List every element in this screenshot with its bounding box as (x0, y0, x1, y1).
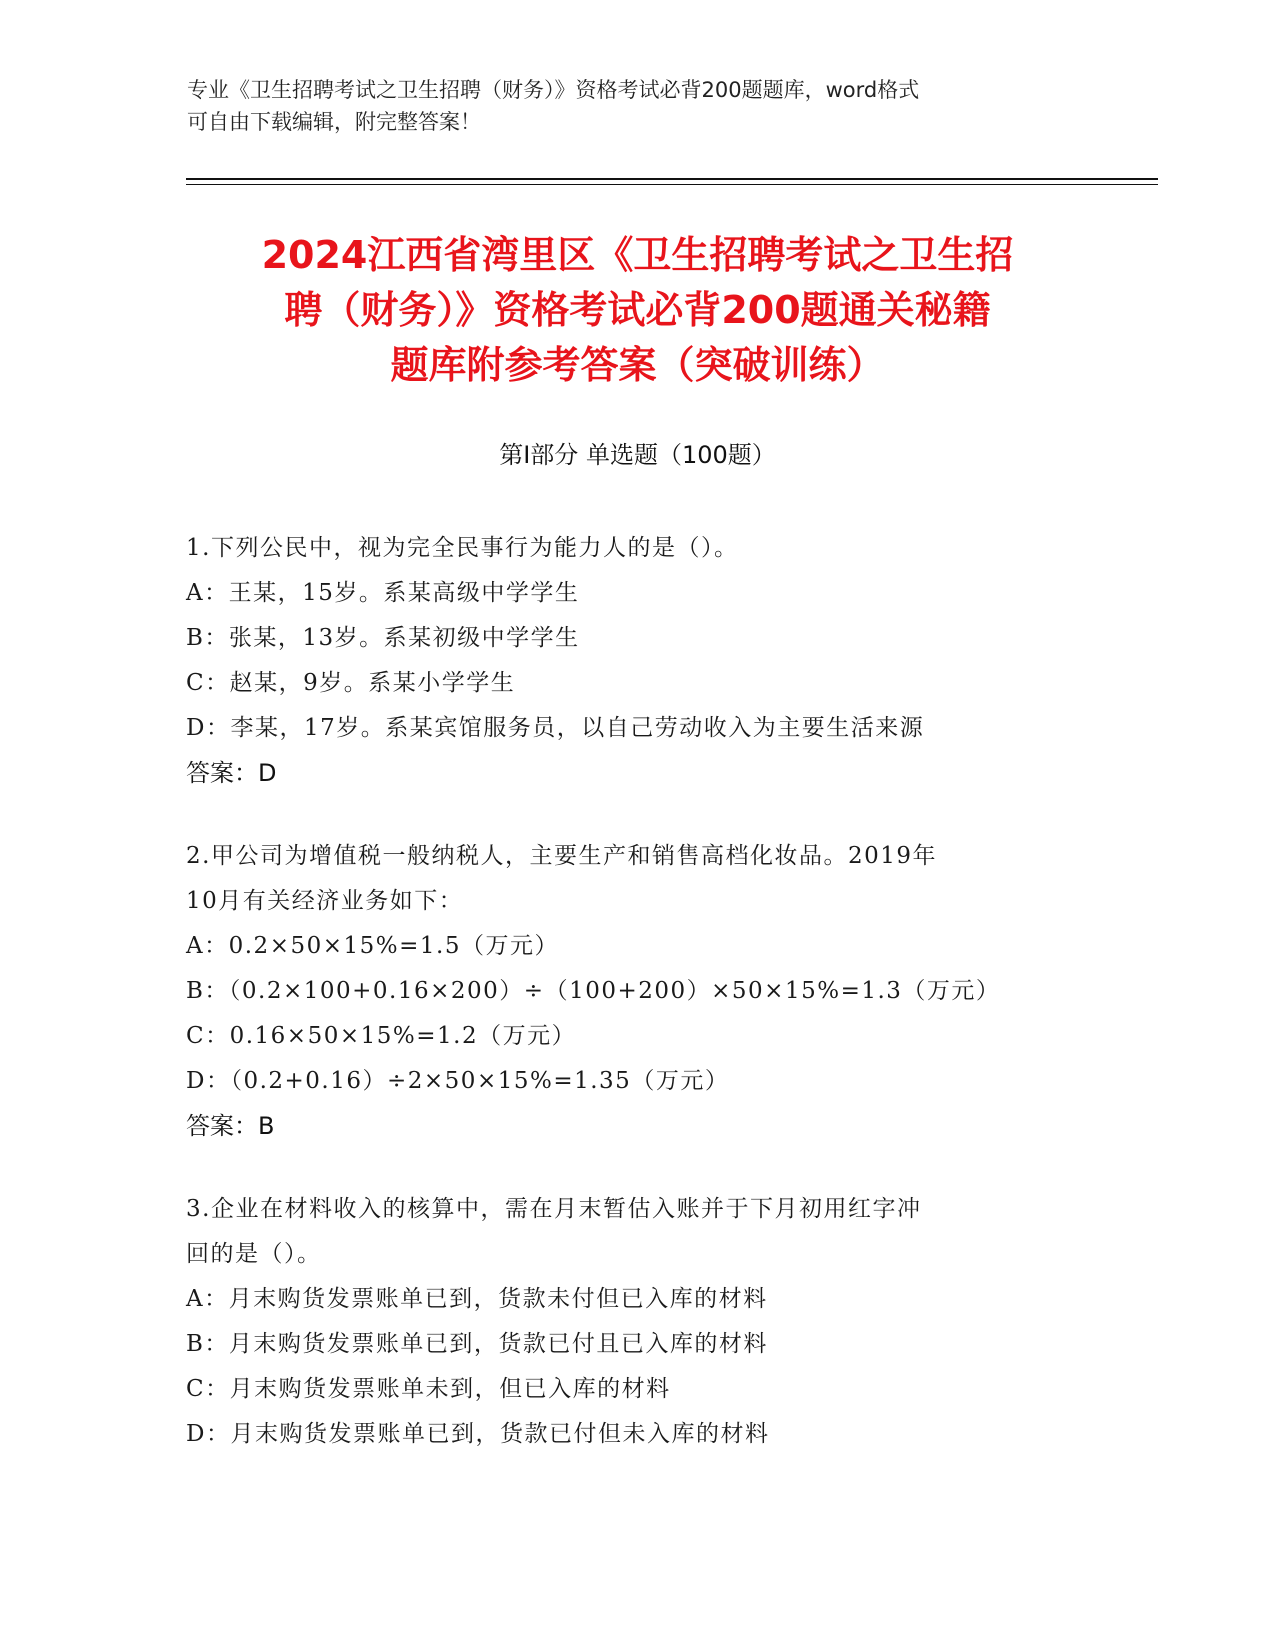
header-rule-thin (186, 184, 1158, 185)
option-a: A：王某，15岁。系某高级中学学生 (186, 580, 580, 606)
document-title-line-2: 聘（财务）》资格考试必背200题通关秘籍 (284, 288, 991, 332)
header-rule-thick (186, 178, 1158, 180)
option-b: B：张某，13岁。系某初级中学学生 (186, 625, 580, 651)
header-note-line-1: 专业《卫生招聘考试之卫生招聘（财务）》资格考试必背200题题库，word格式 (187, 78, 920, 102)
option-d: D：（0.2+0.16）÷2×50×15%=1.35（万元） (186, 1068, 730, 1094)
option-a: A：月末购货发票账单已到，货款未付但已入库的材料 (186, 1286, 768, 1312)
option-c: C：月末购货发票账单未到，但已入库的材料 (186, 1376, 671, 1402)
header-note (187, 74, 1087, 138)
answer: 答案：B (186, 1112, 275, 1140)
document-title-line-3: 题库附参考答案（突破训练） (390, 343, 885, 387)
option-d: D：李某，17岁。系某宾馆服务员，以自己劳动收入为主要生活来源 (186, 715, 925, 741)
question-3 (186, 1187, 1096, 1457)
question-stem-line-2: 10月有关经济业务如下： (186, 888, 464, 914)
question-stem-line-1: 2.甲公司为增值税一般纳税人，主要生产和销售高档化妆品。2019年 (186, 843, 937, 869)
answer: 答案：D (186, 759, 277, 787)
option-c: C：赵某，9岁。系某小学学生 (186, 670, 516, 696)
option-c: C：0.16×50×15%=1.2（万元） (186, 1023, 577, 1049)
question-stem-line-1: 3.企业在材料收入的核算中，需在月末暂估入账并于下月初用红字冲 (186, 1196, 922, 1222)
question-stem: 1.下列公民中，视为完全民事行为能力人的是（）。 (186, 535, 739, 561)
question-1 (186, 526, 1096, 796)
question-list (186, 526, 1096, 1495)
document-title-line-1: 2024江西省湾里区《卫生招聘考试之卫生招 (261, 233, 1014, 277)
question-stem-line-2: 回的是（）。 (186, 1241, 322, 1267)
section-title: 第Ⅰ部分 单选题（100题） (499, 441, 776, 469)
option-d: D：月末购货发票账单已到，货款已付但未入库的材料 (186, 1421, 770, 1447)
option-a: A：0.2×50×15%=1.5（万元） (186, 933, 559, 959)
question-2 (186, 834, 1096, 1149)
header-note-line-2: 可自由下载编辑，附完整答案！ (187, 110, 481, 134)
option-b: B：（0.2×100+0.16×200）÷（100+200）×50×15%=1.3（万元） (186, 978, 1001, 1004)
option-b: B：月末购货发票账单已到，货款已付且已入库的材料 (186, 1331, 768, 1357)
document-title (150, 228, 1125, 393)
